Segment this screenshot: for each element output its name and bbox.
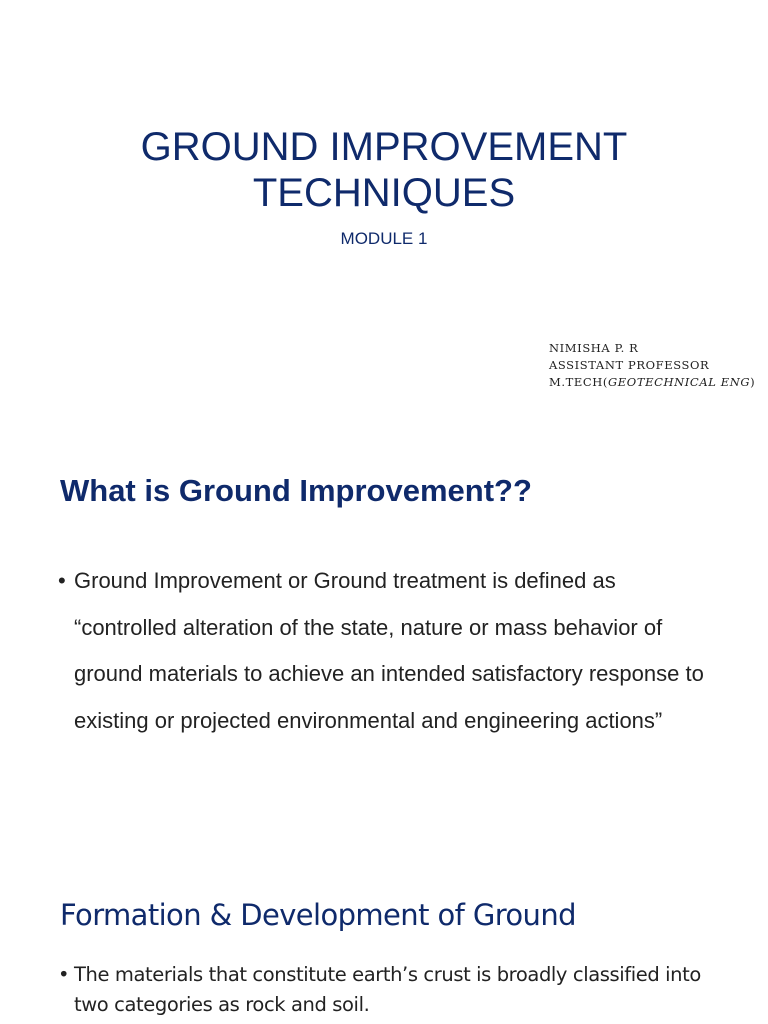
author-name: NIMISHA P. R [549,341,639,355]
bullet-icon: • [58,568,66,593]
bullet-icon: • [58,963,70,986]
bullet-item [58,558,718,744]
bullet-text: The materials that constitute earth’s crust is broadly classified into two categories as rock and soil. [74,963,701,1016]
author-block [549,340,755,391]
author-role: ASSISTANT PROFESSOR [549,358,710,372]
bullet-item [58,960,738,1020]
slide-title-line-2: TECHNIQUES [252,171,516,215]
slide-heading: What is Ground Improvement?? [60,473,532,508]
author-degree-suffix: ) [750,375,756,389]
slide-heading: Formation & Development of Ground [60,898,576,932]
slide-title-line-1: GROUND IMPROVEMENT [140,125,628,169]
formation-slide [0,858,768,1024]
definition-slide [0,440,768,858]
module-label: MODULE 1 [340,229,428,248]
author-degree [549,374,755,391]
author-degree-prefix: M.TECH( [549,375,609,389]
bullet-list [58,558,718,744]
author-degree-field: GEOTECHNICAL ENG [608,375,751,389]
slide-title [0,124,768,216]
bullet-list [58,960,738,1020]
title-slide [0,0,768,440]
bullet-text: Ground Improvement or Ground treatment is defined as “controlled alteration of the state, nature or mass behavior of ground materials to achieve an intended satisfactory response to existing or projected environmental and engineering actions” [74,568,704,733]
